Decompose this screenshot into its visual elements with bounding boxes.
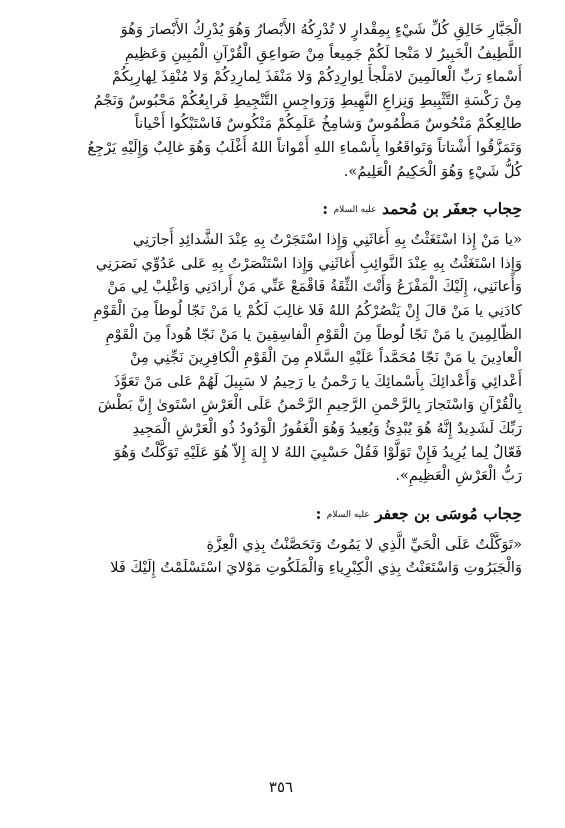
heading-text: حِجاب جعفَر بن مُحمد (381, 199, 522, 219)
text-line: «تَوَكَّلْتُ عَلَى الْحَيِّ الَّذِي لا يَمُوتُ وَتَحَصَّنْتُ بِذِي الْعِزَّةِ (206, 535, 522, 553)
text-line: كُلُّ شَيْءٍ وَهُوَ الْحَكِيمُ الْعَلِيمُ». (343, 162, 522, 180)
section-heading-musa (40, 502, 522, 527)
text-line: الْجَبَّارِ خَالِقِ كُلِّ شَيْءٍ بِمِقْدارٍ لا تُدْرِكُهُ الأَبْصارُ وَهُوَ يُدْرِكُ الأَبْصارَ وَهُوَ (120, 21, 522, 38)
text-line: وَتَمَزَّقُوا أَشْتاتاً وَتَواقَعُوا بِأَسْماءِ اللهِ أَمْواتاً اللهُ أَغْلَبُ وَهُوَ غالِبٌ وَإِلَيْهِ يَرْجِعُ (87, 138, 522, 156)
text-line: أَعْدائِي وَأَعْدائِكَ بِأَسْمائِكَ يا رَحْمنُ يا رَحِيمُ لا سَبِيلَ لَهُمْ عَلى مَنْ تَعَوَّذَ (113, 372, 522, 390)
heading-colon: : (322, 199, 329, 219)
heading-colon: : (315, 503, 322, 523)
text-paragraph-2 (40, 228, 522, 488)
text-line: أَسْماءِ رَبِّ الْعالَمِينَ لامَلْجأَ لِوارِدِكُمْ وَلا مَنْفَذَ لِمارِدِكُمْ وَلا مُنْقِذَ لِهارِبِكُمْ (112, 68, 522, 86)
text-line: رَبِّكَ لَشَدِيدٌ إِنَّهُ هُوَ يُبْدِئُ وَيُعِيدُ وَهُوَ الْغَفُورُ الْوَدُودُ ذُو الْعَرْشِ الْمَجِيدِ (132, 419, 522, 437)
text-line: رَبُّ الْعَرْشِ الْعَظِيمِ». (395, 467, 522, 485)
book-page (40, 18, 522, 808)
text-line: اللَّطِيفُ الْخَبِيرُ لا مَنْجا لَكُمْ جَمِيعاً مِنْ صَواعِقِ الْقُرْآنِ الْمُبِينِ وَعَظِيمِ (124, 44, 522, 62)
text-line: الظّالِمِينَ يا مَنْ نَجّا لُوطاً مِنَ الْقَوْمِ الْفاسِقِينَ يا مَنْ نَجّا هُوداً مِنَ الْقَوْمِ (105, 325, 522, 343)
text-line: وَالْجَبَرُوتِ وَاسْتَعَنْتُ بِذِي الْكِبْرِياءِ وَالْمَلَكُوتِ مَوْلايَ اسْتَسْلَمْتُ إِلَيْكَ فَلا (110, 559, 522, 577)
text-line: وَأَعانَنِي، إِلَيْكَ الْمَفْزَعُ وَأَنْتَ الثِّقَةُ فَاقْمَعْ عَنِّي مَنْ أَرادَنِي وَاغْلِبْ لِي مَنْ (107, 278, 522, 296)
text-line: بِالْقُرْآنِ وَاسْتَجارَ بِالرَّحْمنِ الرَّحِيمِ الرَّحْمنُ عَلَى الْعَرْشِ اسْتَوىٰ إِنَّ بَطْشَ (97, 396, 522, 414)
honorific-glyph: عليه السلام (326, 509, 370, 520)
honorific-glyph: عليه السلام (333, 205, 377, 216)
heading-text: حِجاب مُوسَى بن جعفر (375, 503, 522, 523)
text-line: «يا مَنْ إِذا اسْتَغَثْتُ بِهِ أَغاثَنِي وَإِذا اسْتَجَرْتُ بِهِ عِنْدَ الشَّدائِدِ أَجارَنِي (132, 231, 522, 249)
text-paragraph-1 (40, 18, 522, 183)
text-line: فَعّالٌ لِما يُرِيدُ فَإِنْ تَوَلَّوْا فَقُلْ حَسْبِيَ اللهُ لا إِلهَ إِلاّ هُوَ عَلَيْهِ تَوَكَّلْتُ وَهُوَ (113, 443, 522, 461)
text-line: كادَنِي يا مَنْ قالَ إِنْ يَنْصُرْكُمُ اللهُ فَلا غالِبَ لَكُمْ يا مَنْ نَجّا لُوطاً مِنَ الْقَوْمِ (93, 301, 522, 319)
text-line: مِنْ رَكْسَةِ التَّثْبِيطِ وَنِزاعِ النَّهِيطِ وَرَواجِسِ التَّنْجِيطِ فَرابِعُكُمْ مَحْبُوسٌ وَنَجْمُ (93, 91, 522, 109)
text-line: الْعادِينَ يا مَنْ نَجّا مُحَمَّداً عَلَيْهِ السَّلامِ مِنَ الْقَوْمِ الْكافِرِينَ نَجِّنِي مِنْ (129, 349, 522, 367)
text-paragraph-3 (40, 533, 522, 580)
page-number: ٣٥٦ (268, 778, 294, 796)
text-line: طالِعِكُمْ مَنْحُوسٌ مَطْمُوسٌ وَشامِخُ عَلَمِكُمْ مَنْكُوسٌ فَاسْتَبْكُوا أَحْياناً (134, 115, 522, 133)
text-line: وَإِذا اسْتَغَثْتُ بِهِ عِنْدَ النَّوائِبِ أَغاثَنِي وَإِذا اسْتَنْصَرْتُ بِهِ عَلى عَدُوِّي نَصَرَنِي (95, 254, 522, 272)
section-heading-jafar (40, 197, 522, 222)
